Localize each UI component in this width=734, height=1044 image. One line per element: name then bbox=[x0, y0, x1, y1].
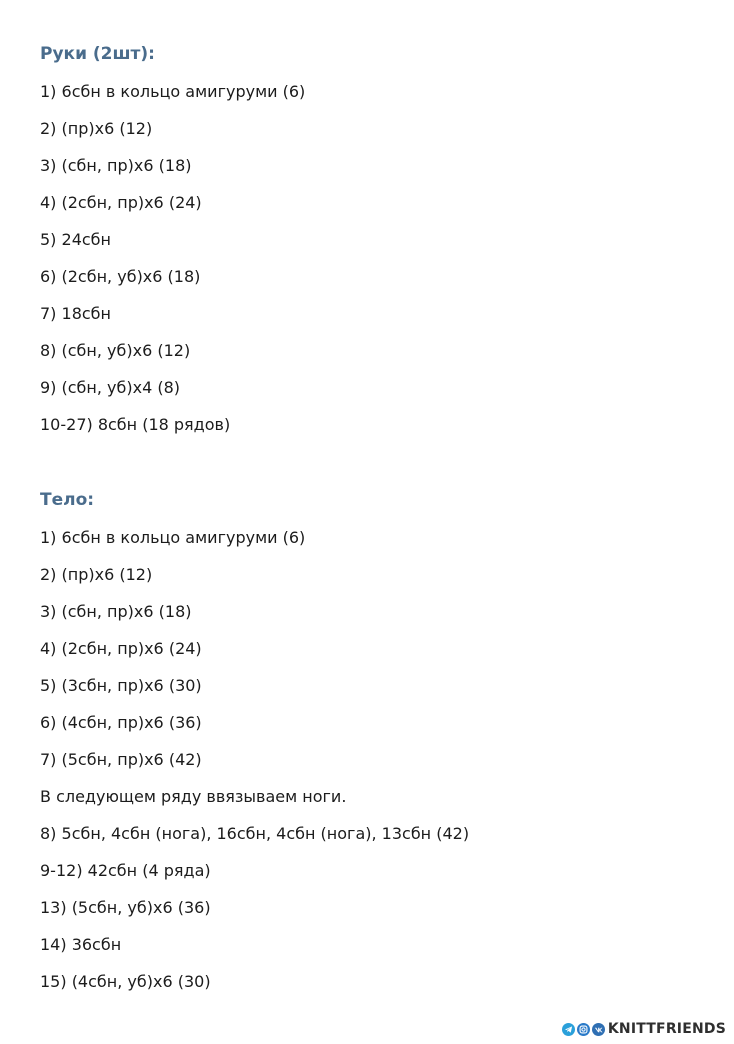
arms-row: 2) (пр)х6 (12) bbox=[40, 119, 153, 138]
body-note: В следующем ряду ввязываем ноги. bbox=[40, 787, 347, 806]
arms-row: 10-27) 8сбн (18 рядов) bbox=[40, 415, 231, 434]
body-row: 8) 5сбн, 4сбн (нога), 16сбн, 4сбн (нога), 13сбн (42) bbox=[40, 824, 470, 843]
arms-row: 9) (сбн, уб)х4 (8) bbox=[40, 378, 181, 397]
body-row: 3) (сбн, пр)х6 (18) bbox=[40, 602, 192, 621]
body-heading: Тело: bbox=[40, 490, 95, 510]
body-row: 5) (3сбн, пр)х6 (30) bbox=[40, 676, 202, 695]
arms-row: 1) 6сбн в кольцо амигуруми (6) bbox=[40, 82, 306, 101]
body-row: 13) (5сбн, уб)х6 (36) bbox=[40, 898, 211, 917]
arms-row: 3) (сбн, пр)х6 (18) bbox=[40, 156, 192, 175]
body-row: 15) (4сбн, уб)х6 (30) bbox=[40, 972, 211, 991]
body-row: 7) (5сбн, пр)х6 (42) bbox=[40, 750, 202, 769]
body-row: 9-12) 42сбн (4 ряда) bbox=[40, 861, 211, 880]
knittfriends-watermark bbox=[562, 1020, 726, 1038]
telegram-icon bbox=[562, 1023, 575, 1036]
arms-row: 6) (2сбн, уб)х6 (18) bbox=[40, 267, 201, 286]
arms-heading: Руки (2шт): bbox=[40, 44, 155, 64]
brand-name: KNITTFRIENDS bbox=[607, 1021, 726, 1037]
arms-row: 5) 24сбн bbox=[40, 230, 111, 249]
body-row: 4) (2сбн, пр)х6 (24) bbox=[40, 639, 202, 658]
body-row: 2) (пр)х6 (12) bbox=[40, 565, 153, 584]
arms-row: 7) 18сбн bbox=[40, 304, 111, 323]
arms-row: 8) (сбн, уб)х6 (12) bbox=[40, 341, 191, 360]
body-row: 6) (4сбн, пр)х6 (36) bbox=[40, 713, 202, 732]
vk-icon bbox=[592, 1023, 605, 1036]
body-row: 14) 36сбн bbox=[40, 935, 122, 954]
body-row: 1) 6сбн в кольцо амигуруми (6) bbox=[40, 528, 306, 547]
arms-row: 4) (2сбн, пр)х6 (24) bbox=[40, 193, 202, 212]
instagram-icon bbox=[577, 1023, 590, 1036]
